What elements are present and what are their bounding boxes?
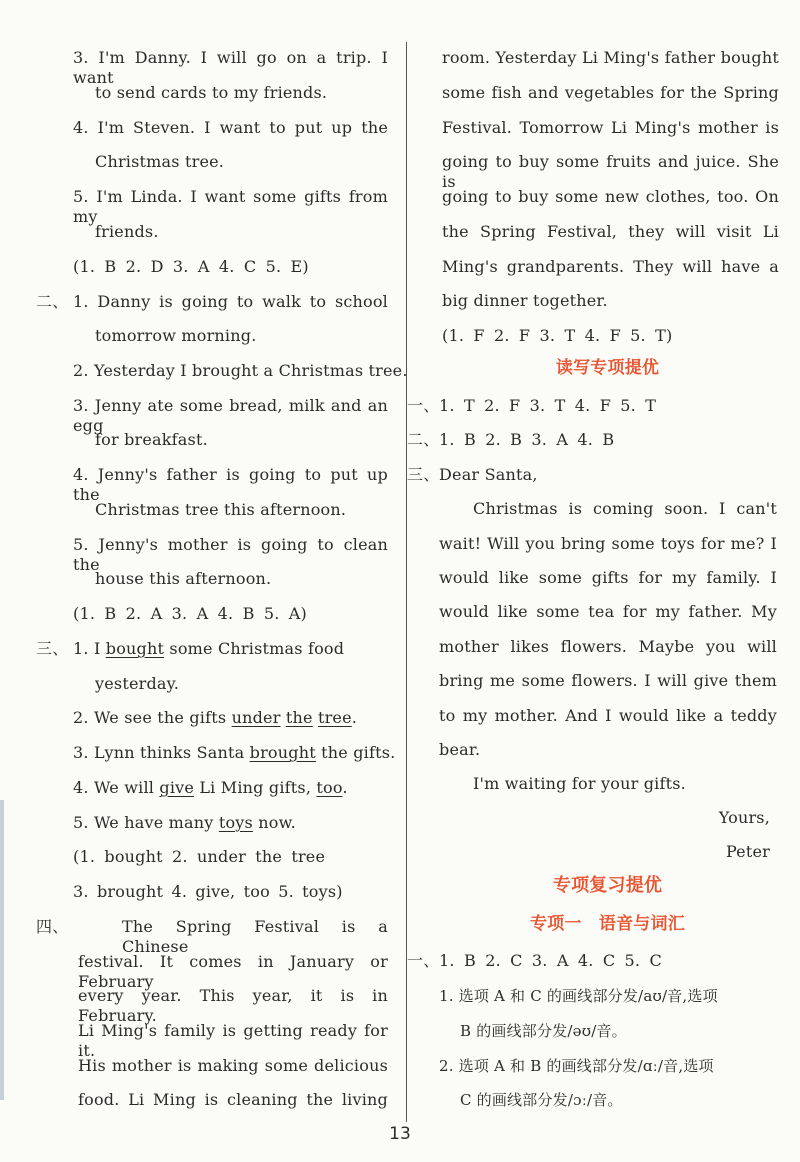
underlined-word: the [285, 708, 313, 727]
section-marker: 二、 [36, 292, 69, 311]
text-line: bear. [439, 740, 481, 759]
underlined-word: too [316, 778, 343, 797]
answer-key: 1. B 2. C 3. A 4. C 5. C [439, 951, 662, 970]
answer-key: (1. B 2. A 3. A 4. B 5. A) [73, 604, 307, 623]
underlined-word: bought [105, 639, 165, 658]
text-line: His mother is making some delicious [78, 1056, 388, 1075]
text-line: big dinner together. [442, 291, 608, 310]
text-line: 1. Danny is going to walk to school [73, 292, 388, 311]
text-line: would like some gifts for my family. I [439, 568, 777, 587]
section-title-review: 专项复习提优 [552, 875, 663, 896]
text-line: 4. Jenny's father is going to put up the [73, 465, 388, 504]
explanation-line: 1. 选项 A 和 C 的画线部分发/aʊ/音,选项 [439, 987, 718, 1005]
text-line: room. Yesterday Li Ming's father bought [442, 48, 779, 67]
explanation-line: B 的画线部分发/əʊ/音。 [460, 1022, 627, 1040]
text-line: mother likes flowers. Maybe you will [439, 637, 777, 656]
section-marker: 二、 [407, 430, 440, 449]
text-line: wait! Will you bring some toys for me? I [439, 534, 777, 553]
text-line: 5. I'm Linda. I want some gifts from my [73, 187, 388, 226]
text-line: 4. We will give Li Ming gifts, too. [73, 778, 348, 797]
section-marker: 一、 [407, 951, 440, 970]
page-number: 13 [389, 1124, 411, 1144]
explanation-line: C 的画线部分发/ɔː/音。 [460, 1091, 623, 1109]
underlined-word: under [231, 708, 281, 727]
section-marker: 三、 [36, 639, 69, 658]
underlined-word: brought [249, 743, 316, 762]
answer-key: (1. F 2. F 3. T 4. F 5. T) [442, 326, 673, 345]
letter-signature: Peter [725, 842, 770, 861]
text-line: 1. I bought some Christmas food [73, 639, 345, 658]
text-line: 3. Jenny ate some bread, milk and an egg [73, 396, 388, 435]
text-line: some fish and vegetables for the Spring [442, 83, 779, 102]
explanation-line: 2. 选项 A 和 B 的画线部分发/ɑː/音,选项 [439, 1057, 714, 1075]
answer-key: 1. B 2. B 3. A 4. B [439, 430, 615, 449]
text-line: friends. [95, 222, 159, 241]
text-line: every year. This year, it is in February. [78, 986, 388, 1025]
underlined-word: toys [218, 813, 253, 832]
text-line: house this afternoon. [95, 569, 272, 588]
answer-key: (1. B 2. D 3. A 4. C 5. E) [73, 257, 309, 276]
section-marker: 四、 [36, 917, 69, 936]
text-line: 3. Lynn thinks Santa brought the gifts. [73, 743, 396, 762]
text-line: to send cards to my friends. [95, 83, 328, 102]
text-line: 3. I'm Danny. I will go on a trip. I want [73, 48, 388, 87]
text-line: 4. I'm Steven. I want to put up the [73, 118, 388, 137]
text-line: bring me some flowers. I will give them [439, 671, 777, 690]
letter-closing: Yours, [718, 808, 770, 827]
section-title-phonics: 专项一 语音与词汇 [530, 914, 685, 934]
text-line: going to buy some new clothes, too. On [442, 187, 779, 206]
text-line: Li Ming's family is getting ready for it. [78, 1021, 388, 1060]
text-line: 2. Yesterday I brought a Christmas tree. [73, 361, 408, 380]
text-line: Christmas is coming soon. I can't [473, 499, 777, 518]
text-line: Christmas tree this afternoon. [95, 500, 347, 519]
underlined-word: give [159, 778, 195, 797]
text-line: The Spring Festival is a Chinese [122, 917, 388, 956]
text-line: going to buy some fruits and juice. She is [442, 152, 779, 191]
letter-greeting: Dear Santa, [439, 465, 538, 484]
text-line: for breakfast. [95, 430, 208, 449]
text-line: 5. Jenny's mother is going to clean the [73, 535, 388, 574]
answer-key: 1. T 2. F 3. T 4. F 5. T [439, 396, 657, 415]
section-title-reading-writing: 读写专项提优 [555, 358, 660, 378]
text-line: Christmas tree. [95, 152, 225, 171]
text-line: festival. It comes in January or February [78, 952, 388, 991]
text-line: to my mother. And I would like a teddy [439, 706, 777, 725]
text-line: food. Li Ming is cleaning the living [78, 1090, 388, 1109]
answer-key: (1. bought 2. under the tree [73, 847, 326, 866]
binder-edge [0, 800, 4, 1100]
text-line: 2. We see the gifts under the tree. [73, 708, 358, 727]
text-line: Festival. Tomorrow Li Ming's mother is [442, 118, 779, 137]
section-marker: 三、 [407, 465, 440, 484]
answer-key: 3. brought 4. give, too 5. toys) [73, 882, 343, 901]
text-line: Ming's grandparents. They will have a [442, 257, 779, 276]
text-line: 5. We have many toys now. [73, 813, 296, 832]
text-line: the Spring Festival, they will visit Li [442, 222, 779, 241]
underlined-word: tree [317, 708, 352, 727]
text-line: yesterday. [95, 674, 180, 693]
text-line: tomorrow morning. [95, 326, 257, 345]
text-line: would like some tea for my father. My [439, 602, 777, 621]
section-marker: 一、 [407, 396, 440, 415]
text-line: I'm waiting for your gifts. [473, 774, 686, 793]
